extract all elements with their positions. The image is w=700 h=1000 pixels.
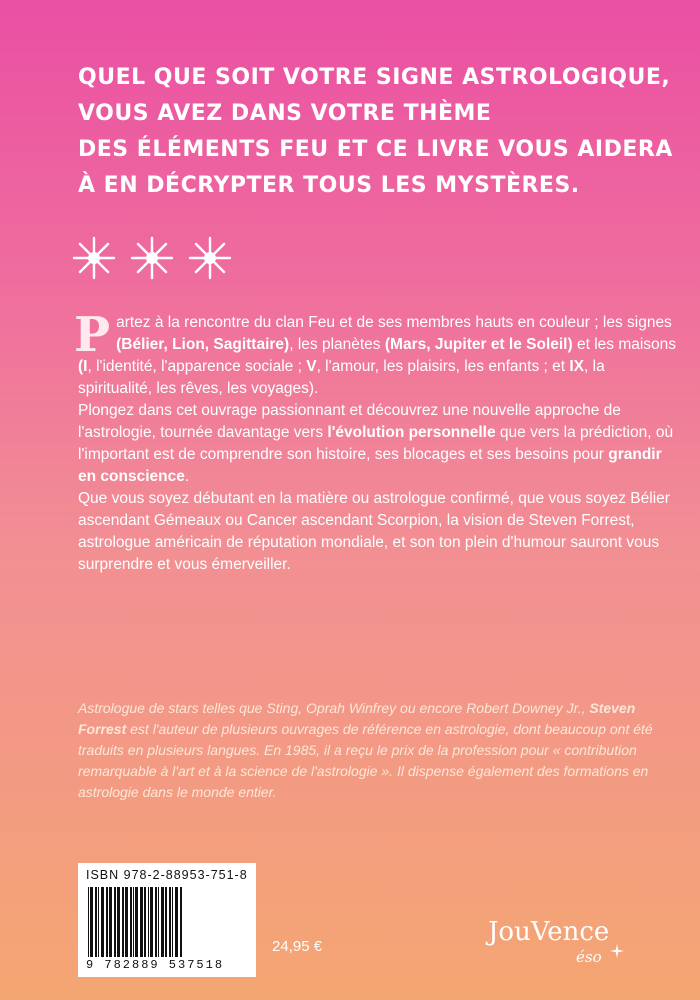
sparkle-star-icon — [70, 234, 118, 282]
bold-conscience: grandir en conscience — [78, 446, 662, 485]
barcode-bar — [106, 887, 108, 957]
text-run: , la spiritualité, les rêves, les voyages). — [78, 358, 605, 397]
barcode-icon — [86, 887, 248, 957]
barcode-bar — [90, 887, 93, 957]
text-run: Plongez dans cet ouvrage passionnant et découvrez une nouvelle approche de l'astrologie, tournée davantage vers — [78, 402, 621, 441]
barcode-bar — [172, 887, 173, 957]
barcode-bar — [165, 887, 167, 957]
ean-digits: 9 782889 537518 — [86, 958, 225, 972]
barcode-bar — [140, 887, 143, 957]
author-bio-text — [78, 698, 678, 803]
publisher-sub: éso — [576, 948, 602, 966]
text-run: , l'amour, les plaisirs, les enfants ; et — [316, 358, 570, 375]
isbn-label: ISBN 978-2-88953-751-8 — [86, 868, 248, 882]
headline-line-1: QUEL QUE SOIT VOTRE SIGNE ASTROLOGIQUE, — [78, 65, 671, 90]
barcode-bar — [98, 887, 99, 957]
barcode-bar — [148, 887, 149, 957]
sparkle-star-icon — [128, 234, 176, 282]
sparkle-star-icon — [186, 234, 234, 282]
dropcap: P — [74, 307, 111, 363]
barcode-bar — [158, 887, 159, 957]
barcode-bar — [109, 887, 112, 957]
author-name: Steven Forrest — [78, 700, 636, 737]
barcode-bar — [169, 887, 171, 957]
barcode-bar — [175, 887, 178, 957]
barcode-bar — [144, 887, 146, 957]
price: 24,95 € — [272, 938, 323, 955]
barcode-bar — [95, 887, 97, 957]
text-run: que vers la prédiction, où l'important est de comprendre son histoire, ses blocages et ses besoins pour — [78, 424, 674, 463]
text-run: et les maisons — [572, 336, 677, 353]
description-paragraph-1 — [74, 307, 678, 400]
text-run: est l'auteur de plusieurs ouvrages de référence en astrologie, dont beaucoup ont été traduits en plusieurs langues. En 1985, il a reçu le prix de la profession pour « contribution remarquable à l'art et à la science de l'astrologie ». Il dispense également des formations en astrologie dans le monde entier. — [78, 721, 653, 800]
barcode-bar — [130, 887, 132, 957]
barcode-box — [78, 863, 256, 977]
publisher-name: JouVence — [488, 917, 610, 947]
barcode-bar — [133, 887, 134, 957]
barcode-bar — [150, 887, 153, 957]
text-run: . — [184, 468, 190, 485]
barcode-bar — [122, 887, 124, 957]
sparkle-icon — [610, 944, 624, 958]
description-paragraph-3: Que vous soyez débutant en la matière ou astrologue confirmé, que vous soyez Bélier ascendant Gémeaux ou Cancer ascendant Scorpion, la vision de Steven Forrest, astrologue américain de réputation mondiale, et son ton plein d'humour sauront vous surprendre et vous émerveiller. — [78, 490, 670, 573]
barcode-bar — [155, 887, 157, 957]
bold-planets: (Mars, Jupiter et le Soleil) — [384, 336, 573, 353]
barcode-bar — [125, 887, 128, 957]
headline-line-2: VOUS AVEZ DANS VOTRE THÈME — [78, 101, 492, 126]
headline-line-3: DES ÉLÉMENTS FEU ET CE LIVRE VOUS AIDERA — [78, 137, 673, 162]
description — [74, 307, 678, 576]
description-paragraph-2 — [78, 400, 678, 488]
text-run: artez à la rencontre du clan Feu et de ses membres hauts en couleur ; les signes — [116, 314, 672, 331]
text-run: , l'identité, l'apparence sociale ; — [87, 358, 307, 375]
bold-evolution: l'évolution personnelle — [327, 424, 496, 441]
bold-house-5: V — [306, 358, 317, 375]
publisher-logo — [488, 918, 648, 982]
bold-house-9: IX — [569, 358, 585, 375]
barcode-bar — [114, 887, 116, 957]
barcode-bar — [180, 887, 182, 957]
author-bio — [78, 698, 678, 803]
headline — [78, 60, 673, 204]
headline-line-4: À EN DÉCRYPTER TOUS LES MYSTÈRES. — [78, 173, 580, 198]
barcode-bar — [161, 887, 164, 957]
text-run: , les planètes — [289, 336, 385, 353]
sparkle-stars-row — [70, 234, 234, 282]
barcode-bar — [101, 887, 104, 957]
barcode-bar — [135, 887, 138, 957]
bold-house-1: (I — [78, 358, 88, 375]
text-run: Astrologue de stars telles que Sting, Oprah Winfrey ou encore Robert Downey Jr., — [78, 700, 590, 716]
bold-signs: (Bélier, Lion, Sagittaire) — [116, 336, 290, 353]
barcode-bar — [117, 887, 120, 957]
barcode-bar — [88, 887, 89, 957]
